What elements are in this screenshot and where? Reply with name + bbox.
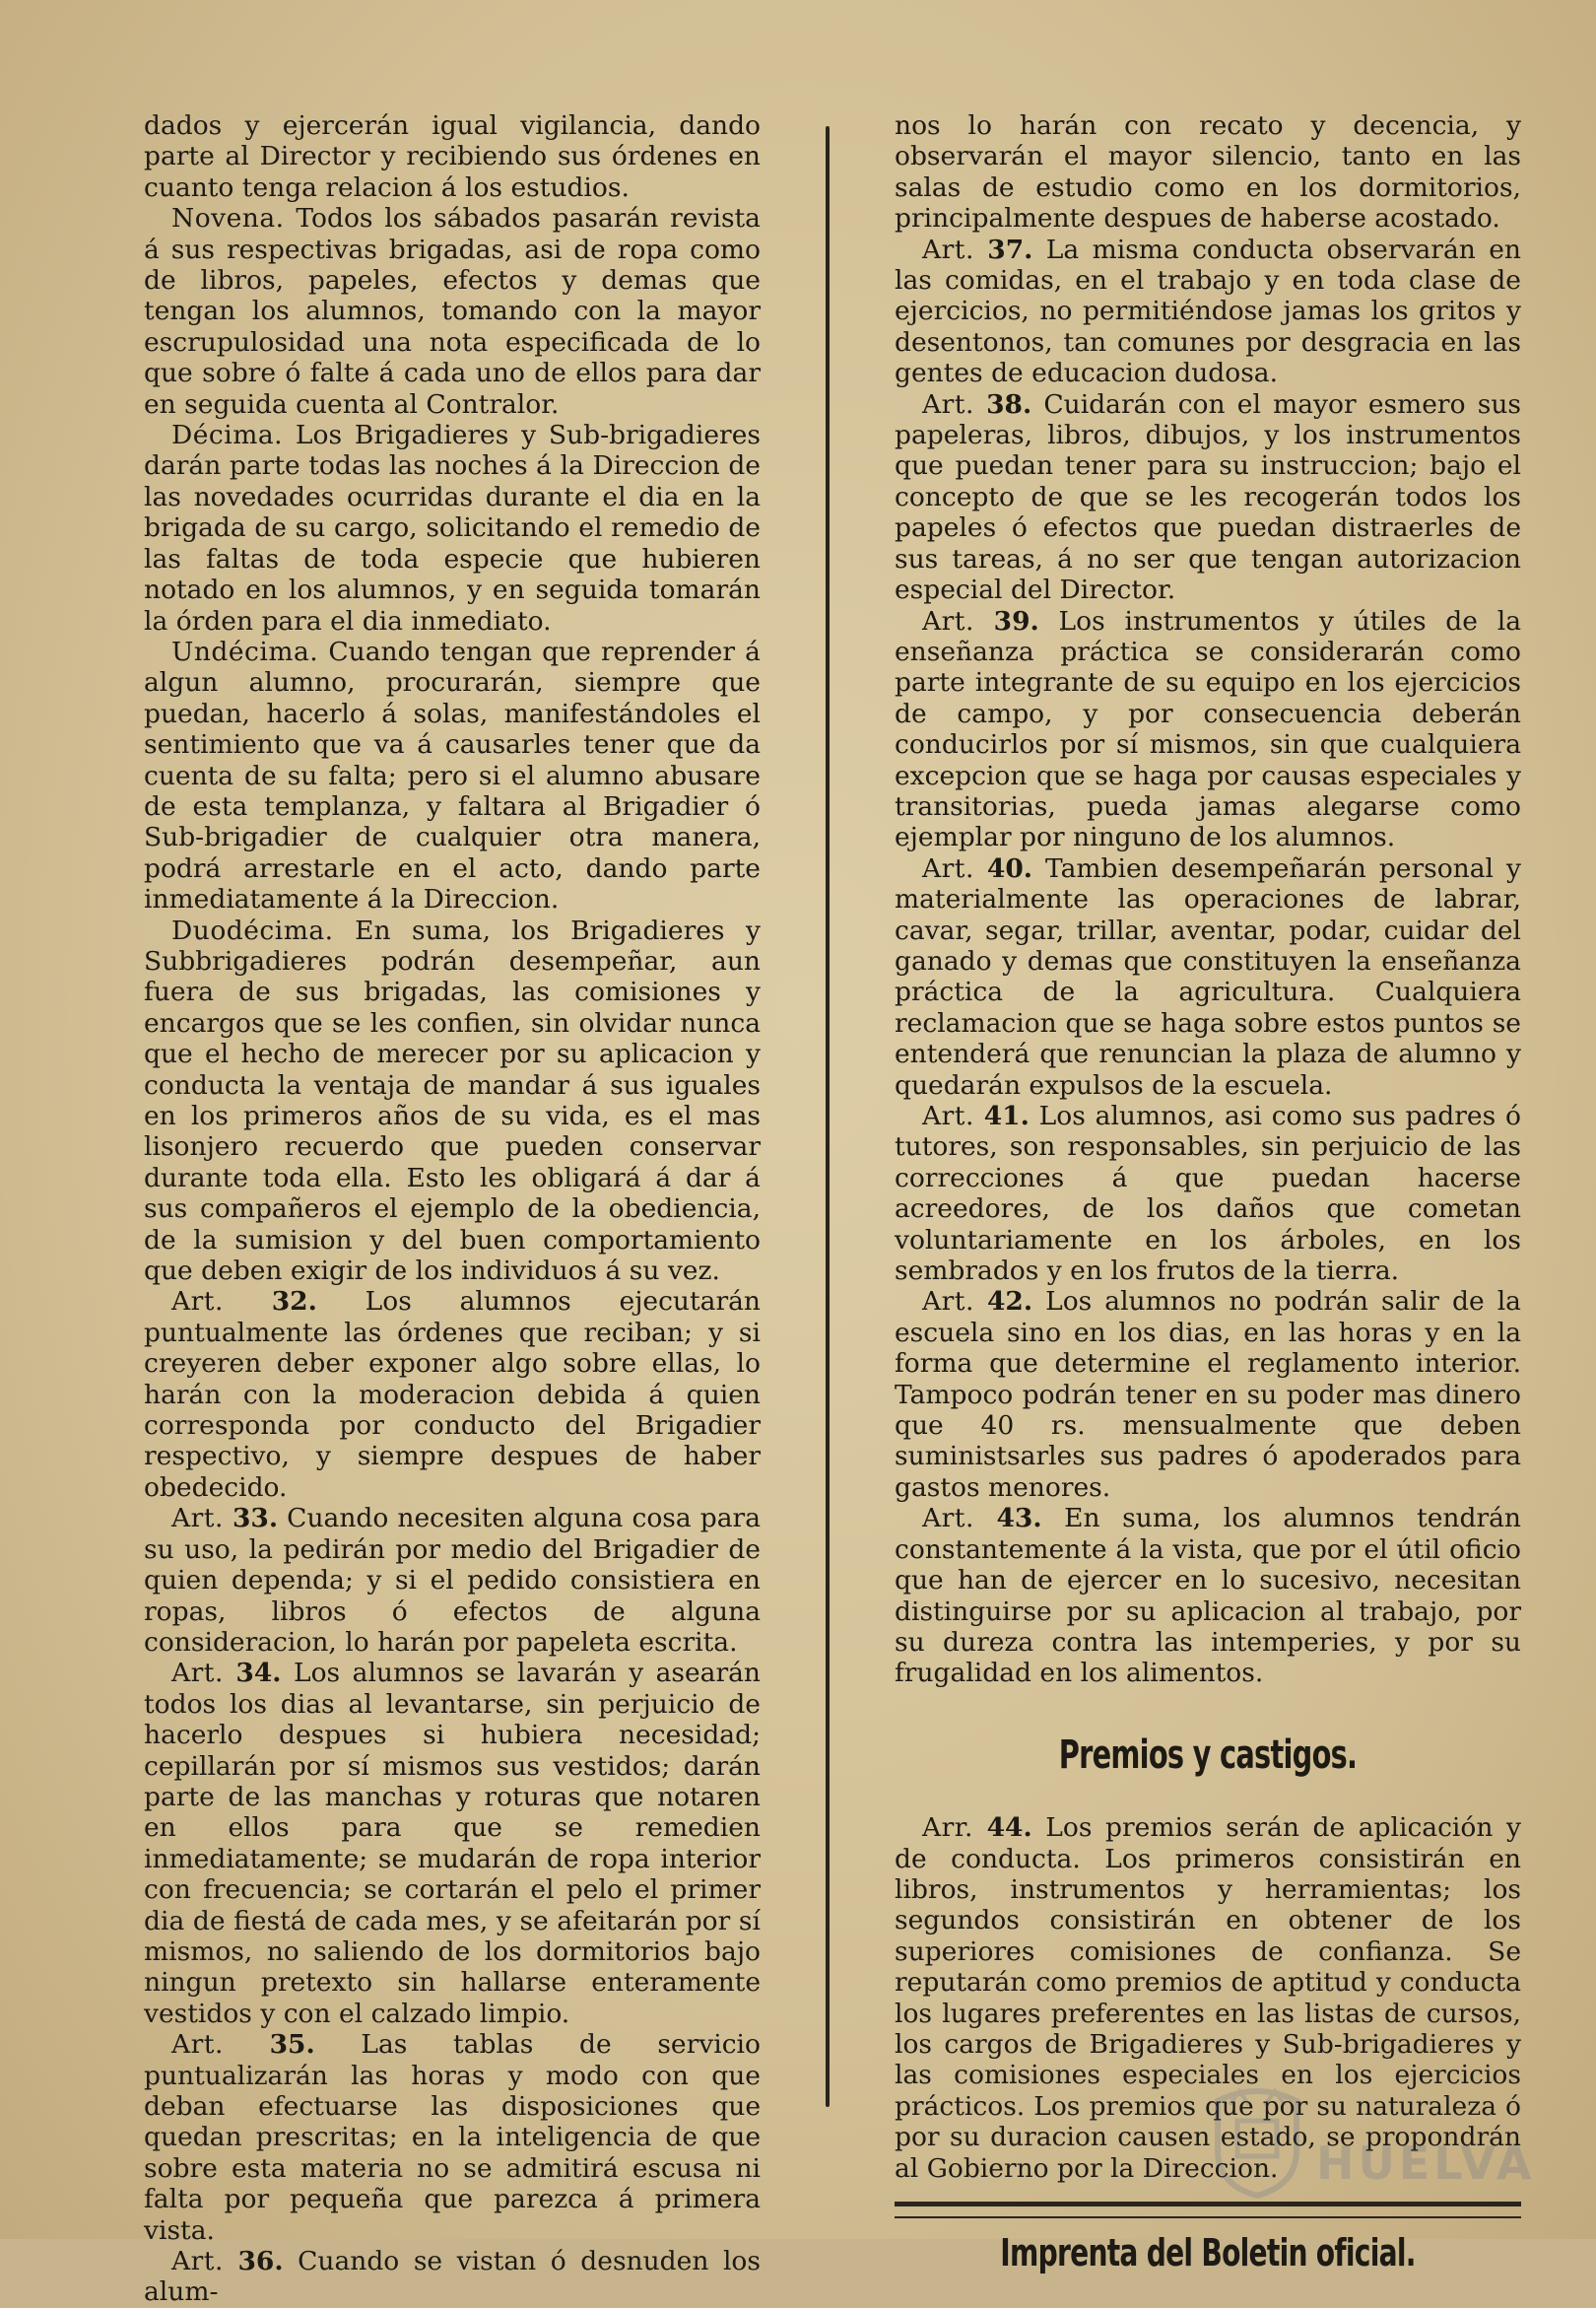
paragraph-text: En suma, los alumnos tendrán constantemente á la vista, que por el útil oficio que han de ejercer en lo sucesivo, necesitan distinguirse por su aplicacion al trabajo, por su dureza contra las intemperies, y por su frugalidad en los alimentos. xyxy=(895,1503,1521,1689)
paragraph-text: Cuidarán con el mayor esmero sus papeleras, libros, dibujos, y los instrumentos que puedan tener para su instruccion; bajo el concepto de que se les recogerán todos los papeles ó efectos que puedan distraerles de sus tareas, á no ser que tengan autorizacion especial del Director. xyxy=(895,388,1521,606)
paragraph-text: En suma, los Brigadieres y Subbrigadieres podrán desempeñar, aun fuera de sus brigadas, las comisiones y encargos que se les confien, sin olvidar nunca que el hecho de merecer por su aplicacion y conducta la ventaja de mandar á sus iguales en los primeros años de su vida, es el mas lisonjero recuerdo que pueden conservar durante toda ella. Esto les obligará á dar á sus compañeros el ejemplo de la obediencia, de la sumision y del buen comportamiento que deben exigir de los individuos á su vez. xyxy=(144,915,761,1287)
article-number: 39. xyxy=(993,605,1039,637)
paragraph xyxy=(895,606,1521,853)
paragraph xyxy=(144,1286,761,1503)
article-number: 40. xyxy=(986,852,1032,884)
archive-watermark xyxy=(1198,2081,1536,2200)
article-label: Art. xyxy=(922,1286,974,1318)
article-label: Arr. xyxy=(922,1812,973,1844)
column-divider xyxy=(826,126,830,2107)
paragraph-text: Cuando tengan que reprender á algun alumno, procurarán, siempre que puedan, hacerlo á solas, manifestándoles el sentimiento que va á causarles tener que da cuenta de su falta; pero si el alumno abusare de esta templanza, y faltara al Brigadier ó Sub-brigadier de cualquier otra manera, podrá arrestarle en el acto, dando parte inmediatamente á la Direccion. xyxy=(144,636,761,916)
paragraph xyxy=(895,1101,1521,1286)
paragraph-text: Los alumnos se lavarán y asearán todos los dias al levantarse, sin perjuicio de hacerlo despues si hubiera necesidad; cepillarán por sí mismos sus vestidos; darán parte de las manchas y roturas que notaren en ellos para que se remedien inmediatamente; se mudarán de ropa interior con frecuencia; se cortarán el pelo el primer dia de fiestá de cada mes, y se afeitarán por sí mismos, no saliendo de los dormitorios bajo ningun pretexto sin hallarse enteramente vestidos y con el calzado limpio. xyxy=(144,1658,761,2029)
paragraph-text: Los Brigadieres y Sub-brigadieres darán parte todas las noches á la Direccion de las novedades ocurridas durante el dia en la brigada de su cargo, solicitando el remedio de las faltas de toda especie que hubieren notado en los alumnos, y en seguida tomarán la órden para el dia inmediato. xyxy=(144,420,761,637)
paragraph xyxy=(144,203,761,420)
paragraph-text: La misma conducta observarán en las comidas, en el trabajo y en toda clase de ejercicios, no permitiéndose jamas los gritos y desentonos, tan comunes por desgracia en las gentes de educacion dudosa. xyxy=(895,234,1521,389)
article-number: 37. xyxy=(987,234,1033,265)
article-label: Art. xyxy=(171,1286,224,1318)
imprint-line: Imprenta del Boletin oficial. xyxy=(1000,2231,1416,2274)
paragraph xyxy=(144,637,761,916)
double-rule-divider xyxy=(895,2202,1521,2218)
paragraph-text: dados y ejercerán igual vigilancia, dando parte al Director y recibiendo sus órdenes en cuanto tenga relacion á los estudios. xyxy=(144,110,761,203)
paragraph xyxy=(895,235,1521,389)
article-number: 38. xyxy=(986,388,1032,420)
left-column xyxy=(144,110,761,2308)
article-label: Art. xyxy=(171,2029,224,2061)
article-label: Undécima. xyxy=(171,636,319,667)
paragraph xyxy=(144,1658,761,2029)
paragraph-text: Los instrumentos y útiles de la enseñanza práctica se considerarán como parte integrante de su equipo en los ejercicios de campo, y por consecuencia deberán conducirlos por sí mismos, sin que cualquiera excepcion que se haga por causas especiales y transitorias, pueda jamas alegarse como ejemplar por ninguno de los alumnos. xyxy=(895,605,1521,853)
paragraph xyxy=(144,420,761,637)
article-label: Art. xyxy=(922,1101,974,1131)
article-label: Décima. xyxy=(171,420,284,451)
article-label: Art. xyxy=(922,388,974,420)
article-number: 43. xyxy=(996,1503,1042,1534)
article-label: Duodécima. xyxy=(171,915,334,946)
article-label: Art. xyxy=(171,1658,224,1689)
paragraph-text: Los alumnos, asi como sus padres ó tutores, son responsables, sin perjuicio de las correcciones á que puedan hacerse acreedores, de los daños que cometan voluntariamente en los árboles, en los sembrados y en los frutos de la tierra. xyxy=(895,1101,1521,1287)
paragraph xyxy=(895,853,1521,1101)
paragraph xyxy=(895,1286,1521,1503)
article-number: 33. xyxy=(232,1503,279,1534)
article-number: 32. xyxy=(271,1286,317,1318)
right-column xyxy=(895,110,1521,2274)
paragraph-text: Cuando necesiten alguna cosa para su uso, la pedirán por medio del Brigadier de quien dependa; y si el pedido consistiera en ropas, libros ó efectos de alguna consideracion, lo harán por papeleta escrita. xyxy=(144,1503,761,1658)
article-label: Art. xyxy=(922,1503,974,1534)
paragraph xyxy=(144,1503,761,1658)
article-number: 44. xyxy=(986,1812,1032,1844)
paragraph-text: Cuando se vistan ó desnuden los alum- xyxy=(144,2246,761,2308)
paragraph xyxy=(144,110,761,203)
article-label: Novena. xyxy=(171,203,285,235)
right-column-articles xyxy=(895,110,1521,1689)
paragraph xyxy=(144,2029,761,2246)
paragraph-text: Todos los sábados pasarán revista á sus respectivas brigadas, asi de ropa como de libros, papeles, efectos y demas que tengan los alumnos, tomando con la mayor escrupulosidad una nota especificada de lo que sobre ó falte á cada uno de ellos para dar en seguida cuenta al Contralor. xyxy=(144,203,761,420)
paragraph-text: Las tablas de servicio puntualizarán las horas y modo con que deban efectuarse las disposiciones que quedan prescritas; en la inteligencia de que sobre esta materia no se admitirá escusa ni falta por pequeña que parezca á primera vista. xyxy=(144,2029,761,2246)
article-label: Art. xyxy=(922,605,974,637)
paragraph xyxy=(895,389,1521,606)
watermark-text: HUELVA xyxy=(1316,2137,1536,2190)
paragraph-text: Tambien desempeñarán personal y materialmente las operaciones de labrar, cavar, segar, trillar, aventar, podar, cuidar del ganado y demas que constituyen la enseñanza práctica de la agricultura. Cualquiera reclamacion que se haga sobre estos puntos se entenderá que renuncian la plaza de alumno y quedarán expulsos de la escuela. xyxy=(895,852,1521,1101)
article-label: Art. xyxy=(922,234,974,265)
paragraph-text: Los premios serán de aplicación y de conducta. Los primeros consistirán en libros, instrumentos y herramientas; los segundos consistirán en obtener de los superiores comisiones de confianza. Se reputarán como premios de aptitud y conducta los lugares preferentes en las listas de cursos, los cargos de Brigadieres y Sub-brigadieres y las comisiones especiales en los ejercicios prácticos. Los premios que por su naturaleza ó por su duracion causen estado, se propondrán al Gobierno por la Direccion. xyxy=(895,1812,1521,2184)
city-shield-icon xyxy=(1208,2081,1306,2198)
article-number: 34. xyxy=(235,1658,282,1689)
paragraph xyxy=(895,110,1521,235)
section-heading: Premios y castigos. xyxy=(1058,1731,1358,1778)
paragraph-text: nos lo harán con recato y decencia, y observarán el mayor silencio, tanto en las salas de estudio como en los dormitorios, principalmente despues de haberse acostado. xyxy=(895,110,1521,235)
article-label: Art. xyxy=(171,2246,224,2277)
paragraph xyxy=(144,916,761,1287)
article-number: 36. xyxy=(237,2246,284,2277)
article-label: Art. xyxy=(922,852,974,884)
paragraph-text: Los alumnos no podrán salir de la escuela sino en los dias, en las horas y en la forma que determine el reglamento interior. Tampoco podrán tener en su poder mas dinero que 40 rs. mensualmente que deben suministsarles sus padres ó apoderados para gastos menores. xyxy=(895,1286,1521,1503)
article-label: Art. xyxy=(171,1503,224,1534)
article-number: 41. xyxy=(983,1101,1030,1131)
article-number: 42. xyxy=(986,1286,1033,1318)
article-number: 35. xyxy=(269,2029,315,2061)
paragraph-text: Los alumnos ejecutarán puntualmente las órdenes que reciban; y si creyeren deber exponer algo sobre ellas, lo harán con la moderacion debida á quien corresponda por conducto del Brigadier respectivo, y siempre despues de haber obedecido. xyxy=(144,1286,761,1503)
paragraph xyxy=(144,2246,761,2308)
paragraph xyxy=(895,1503,1521,1688)
